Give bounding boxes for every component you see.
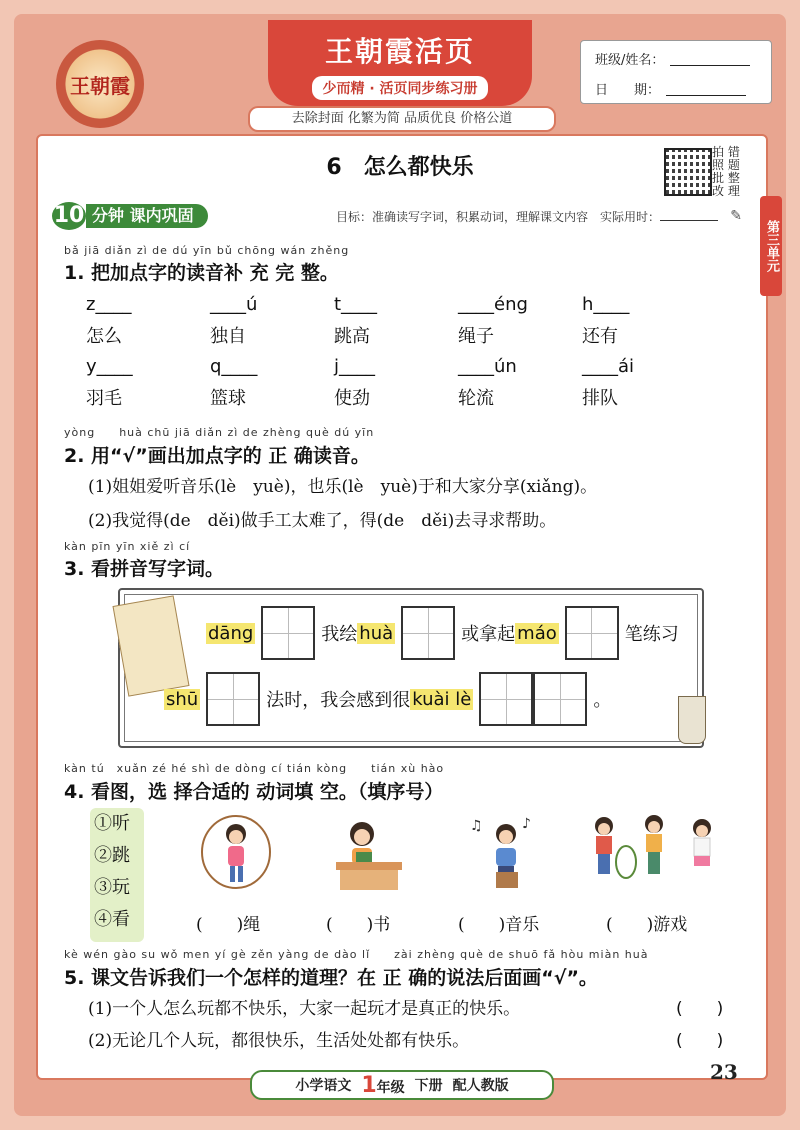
q4-option: ③玩 (94, 877, 130, 898)
brand-title: 王朝霞活页 (324, 35, 475, 68)
q5-pinyin: kè wén gào su wǒ men yí gè zěn yàng de dào lǐ zài zhèng què de shuō fǎ hòu miàn huà (64, 948, 649, 961)
pencil-icon: ✎ (730, 208, 742, 224)
q1-word: 轮流 (458, 388, 494, 409)
q3-row-2 (164, 672, 611, 726)
q3-text: 我绘 (321, 624, 358, 645)
publisher-logo (56, 40, 144, 128)
q1-blank[interactable]: ____ú (210, 294, 258, 315)
q1-heading: 1. 把加点字的读音补 充 完 整。 (64, 262, 339, 284)
question-3 (64, 540, 224, 581)
slogan: 去除封面 化繁为简 品质优良 价格公道 (248, 106, 556, 132)
q2-heading: 2. 用“√”画出加点字的 正 确读音。 (64, 445, 370, 467)
q3-pinyin: máo (517, 622, 557, 644)
q3-pinyin: shū (166, 688, 199, 710)
q4-blank[interactable]: ( )游戏 (606, 915, 688, 935)
q3-text: 。 (593, 690, 612, 711)
date-label: 日 期： (595, 82, 661, 98)
logo-text: 王朝霞 (70, 73, 130, 98)
q3-pinyin: kuài lè (412, 688, 472, 710)
q1-grid (86, 294, 706, 418)
q1-blank[interactable]: y____ (86, 356, 133, 377)
unit-tab: 第三单元 (760, 196, 782, 296)
footer-edition: 配人教版 (452, 1078, 509, 1094)
q3-answer-box[interactable] (479, 672, 533, 726)
q1-blank[interactable]: h____ (582, 294, 630, 315)
q1-blank[interactable]: j____ (334, 356, 376, 377)
student-info-box (580, 40, 772, 104)
q5-statement-1: (1)一个人怎么玩都不快乐，大家一起玩才是真正的快乐。 (88, 999, 521, 1019)
q1-word: 跳高 (334, 326, 370, 347)
q4-options (90, 808, 144, 942)
q4-option: ①听 (94, 813, 130, 834)
question-1 (64, 244, 349, 285)
q1-blank[interactable]: ____ún (458, 356, 517, 377)
q3-text: 法时，我会感到很 (266, 690, 411, 711)
qr-code-icon[interactable] (664, 148, 712, 196)
q1-blank[interactable]: ____ái (582, 356, 635, 377)
q1-word: 羽毛 (86, 388, 122, 409)
footer-badge (250, 1070, 554, 1100)
q3-text: 或拿起 (461, 624, 516, 645)
q5-statement-2: (2)无论几个人玩，都很快乐，生活处处都有快乐。 (88, 1031, 470, 1051)
listening-music-boy-illustration (466, 812, 546, 894)
q1-blank[interactable]: ____éng (458, 294, 528, 315)
q3-answer-box[interactable] (206, 672, 260, 726)
playing-children-illustration (576, 806, 726, 888)
q4-heading: 4. 看图，选 择合适的 动词填 空。（填序号） (64, 781, 444, 803)
q3-text: 笔练习 (624, 624, 679, 645)
q3-pinyin: kàn pīn yīn xiě zì cí (64, 540, 191, 553)
q1-blank[interactable]: t____ (334, 294, 378, 315)
section-header (52, 202, 752, 230)
q1-word: 排队 (582, 388, 618, 409)
q5-check-box-2[interactable]: ( ) (676, 1031, 724, 1051)
q3-pinyin: dāng (208, 622, 254, 644)
brand-banner (268, 20, 532, 106)
q4-option: ④看 (94, 909, 130, 930)
q2-pinyin: yòng huà chū jiā diǎn zì de zhèng què dú yīn (64, 426, 375, 439)
q1-word: 绳子 (458, 326, 494, 347)
q4-option: ②跳 (94, 845, 130, 866)
jump-rope-girl-illustration (196, 812, 276, 894)
brush-holder-icon (678, 696, 706, 744)
q1-blank[interactable]: z____ (86, 294, 132, 315)
svg-text:♪: ♪ (522, 816, 531, 832)
q3-answer-box[interactable] (401, 606, 455, 660)
q4-pinyin: kàn tú xuǎn zé hé shì de dòng cí tián kòng tián xù hào (64, 762, 445, 775)
q3-answer-box[interactable] (565, 606, 619, 660)
q5-check-box-1[interactable]: ( ) (676, 999, 724, 1019)
q3-heading: 3. 看拼音写字词。 (64, 558, 225, 580)
q1-blank[interactable]: q____ (210, 356, 258, 377)
footer-grade: 1年级 (361, 1072, 405, 1098)
question-2 (64, 424, 374, 468)
footer-subject: 小学语文 (295, 1078, 352, 1094)
q3-pinyin: huà (359, 622, 394, 644)
q1-word: 独自 (210, 326, 246, 347)
date-field[interactable] (666, 81, 746, 96)
brand-subtitle: 少而精 · 活页同步练习册 (312, 76, 487, 100)
q4-blank[interactable]: ( )书 (326, 915, 391, 935)
q1-word: 使劲 (334, 388, 370, 409)
lesson-title: 6 怎么都快乐 (326, 155, 474, 180)
q3-answer-box[interactable] (533, 672, 587, 726)
timer-badge: 10 (53, 203, 85, 228)
qr-caption: 拍 错 照 题 批 整 改 理 (712, 145, 740, 198)
class-name-field[interactable] (670, 51, 750, 66)
q1-word: 怎么 (86, 326, 122, 347)
q3-row-1 (206, 606, 679, 660)
footer-volume: 下册 (414, 1078, 443, 1094)
page-number: 23 (710, 1060, 738, 1084)
q2-item-1[interactable]: (1)姐姐爱听音乐(lè yuè)，也乐(lè yuè)于和大家分享(xiǎng)。 (88, 477, 598, 497)
time-used-field[interactable] (660, 210, 718, 221)
q1-word: 篮球 (210, 388, 246, 409)
section-label: 分钟 课内巩固 (86, 204, 208, 228)
q5-heading: 5. 课文告诉我们一个怎样的道理？在 正 确的说法后面画“√”。 (64, 967, 598, 989)
q4-blank[interactable]: ( )绳 (196, 915, 261, 935)
q2-item-2[interactable]: (2)我觉得(de děi)做手工太难了，得(de děi)去寻求帮助。 (88, 511, 557, 531)
svg-text:♫: ♫ (470, 818, 483, 834)
question-5 (64, 946, 648, 990)
question-4 (64, 760, 444, 804)
class-name-label: 班级/姓名： (595, 52, 665, 68)
reading-girl-illustration (326, 812, 406, 894)
q3-answer-box[interactable] (261, 606, 315, 660)
q1-pinyin: bǎ jiā diǎn zì de dú yīn bǔ chōng wán zhěng (64, 244, 350, 257)
q1-word: 还有 (582, 326, 618, 347)
section-goal: 目标：准确读写字词，积累动词，理解课文内容 实际用时： (336, 208, 718, 225)
q4-blank[interactable]: ( )音乐 (458, 915, 540, 935)
